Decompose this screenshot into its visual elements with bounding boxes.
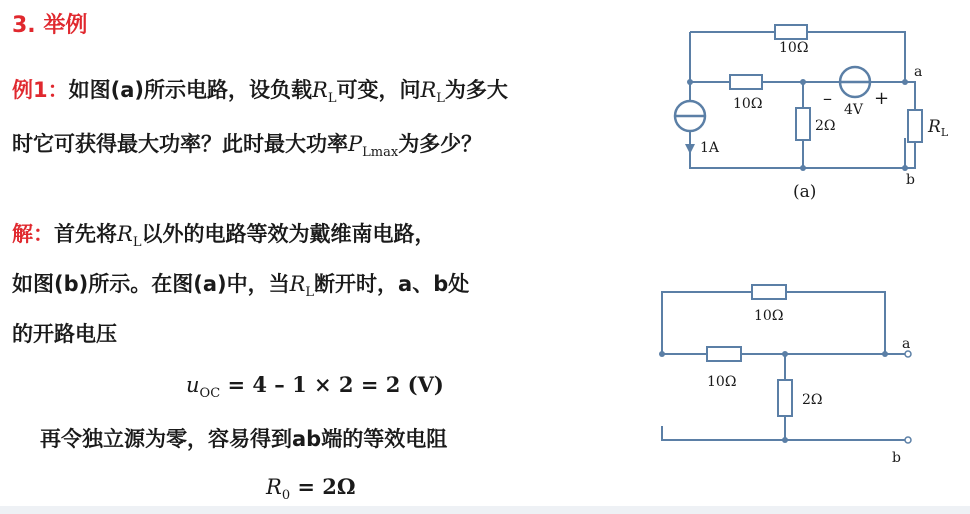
example-line-2 [12, 128, 482, 160]
rl-subscript: L [436, 91, 445, 106]
rl-symbol: R [289, 272, 306, 296]
slide-title: 3. 举例 [12, 13, 88, 38]
resistor-top-10ohm [775, 25, 807, 39]
rl-symbol: R [117, 222, 133, 246]
label-node-a: a [902, 336, 911, 352]
bottom-strip [0, 506, 970, 514]
zero-sources-text: 再令独立源为零，容易得到ab端的等效电阻 [40, 427, 448, 451]
pmax-subscript: Lmax [362, 145, 399, 160]
terminal-b-icon [905, 437, 911, 443]
node-dot [800, 165, 806, 171]
solution-text-1: 首先将 [54, 222, 117, 246]
wire-load-top [905, 82, 915, 110]
pmax-symbol: P [348, 132, 363, 156]
label-node-a: a [914, 64, 923, 80]
equivalent-resistance-equation [266, 474, 356, 503]
label-vsrc-plus: + [874, 88, 890, 109]
node-dot [800, 79, 806, 85]
r0-value: = 2Ω [290, 474, 356, 499]
node-dot [882, 351, 888, 357]
node-b-dot [902, 165, 908, 171]
label-r-mid: 10Ω [733, 96, 763, 112]
example-text-3: 为多大 [444, 78, 508, 102]
rl-subscript: L [327, 91, 337, 106]
node-dot [782, 351, 788, 357]
resistor-top-10ohm [752, 285, 786, 299]
label-vsrc-minus: – [823, 88, 832, 109]
label-r-shunt: 2Ω [815, 118, 836, 134]
solution-text-4: 断开时，a、b处 [314, 272, 470, 296]
node-dot [782, 437, 788, 443]
example-text-1: 如图(a)所示电路，设负载 [68, 78, 312, 102]
label-node-b: b [906, 172, 915, 188]
label-load: $R_L$ [928, 117, 949, 139]
solution-line-2 [12, 268, 469, 300]
solution-text-3: 如图(b)所示。在图(a)中，当 [12, 272, 290, 296]
rl-symbol: R [420, 78, 437, 102]
caption-a: (a) [793, 182, 817, 202]
resistor-shunt-2ohm [796, 108, 810, 140]
label-isrc: 1A [700, 140, 720, 156]
rl-symbol: R [312, 78, 328, 102]
solution-label: 解： [12, 222, 54, 246]
r0-symbol: R [266, 475, 282, 499]
open-circuit-voltage-equation [186, 372, 444, 401]
uoc-symbol: u [186, 373, 200, 397]
resistor-load-rl [908, 110, 922, 142]
example-line-1 [12, 74, 508, 106]
example-label: 例1： [12, 78, 69, 102]
example-text-2: 可变，问 [336, 78, 421, 102]
solution-line-1 [12, 218, 435, 250]
current-arrow-icon [685, 144, 695, 154]
label-vsrc: 4V [844, 102, 864, 118]
resistor-shunt-2ohm [778, 380, 792, 416]
node-a-dot [902, 79, 908, 85]
uoc-subscript: OC [199, 386, 221, 401]
r0-subscript: 0 [281, 488, 291, 503]
label-r-shunt: 2Ω [802, 392, 823, 408]
resistor-mid-10ohm [730, 75, 762, 89]
rl-subscript: L [305, 285, 315, 300]
label-r-top: 10Ω [779, 40, 809, 56]
uoc-value: = 4 – 1 × 2 = 2 (V) [220, 372, 444, 397]
circuit-a-diagram [660, 20, 960, 210]
rl-subscript: L [132, 235, 142, 250]
label-r-mid: 10Ω [707, 374, 737, 390]
node-dot [687, 79, 693, 85]
node-dot [659, 351, 665, 357]
resistor-mid-10ohm [707, 347, 741, 361]
example-text-5: 为多少？ [398, 132, 483, 156]
label-r-top: 10Ω [754, 308, 784, 324]
solution-text-2: 以外的电路等效为戴维南电路， [141, 222, 436, 246]
solution-line-3: 的开路电压 [12, 322, 117, 346]
label-node-b: b [892, 450, 901, 466]
circuit-b-diagram [650, 280, 950, 470]
example-text-4: 时它可获得最大功率？此时最大功率 [12, 132, 348, 156]
